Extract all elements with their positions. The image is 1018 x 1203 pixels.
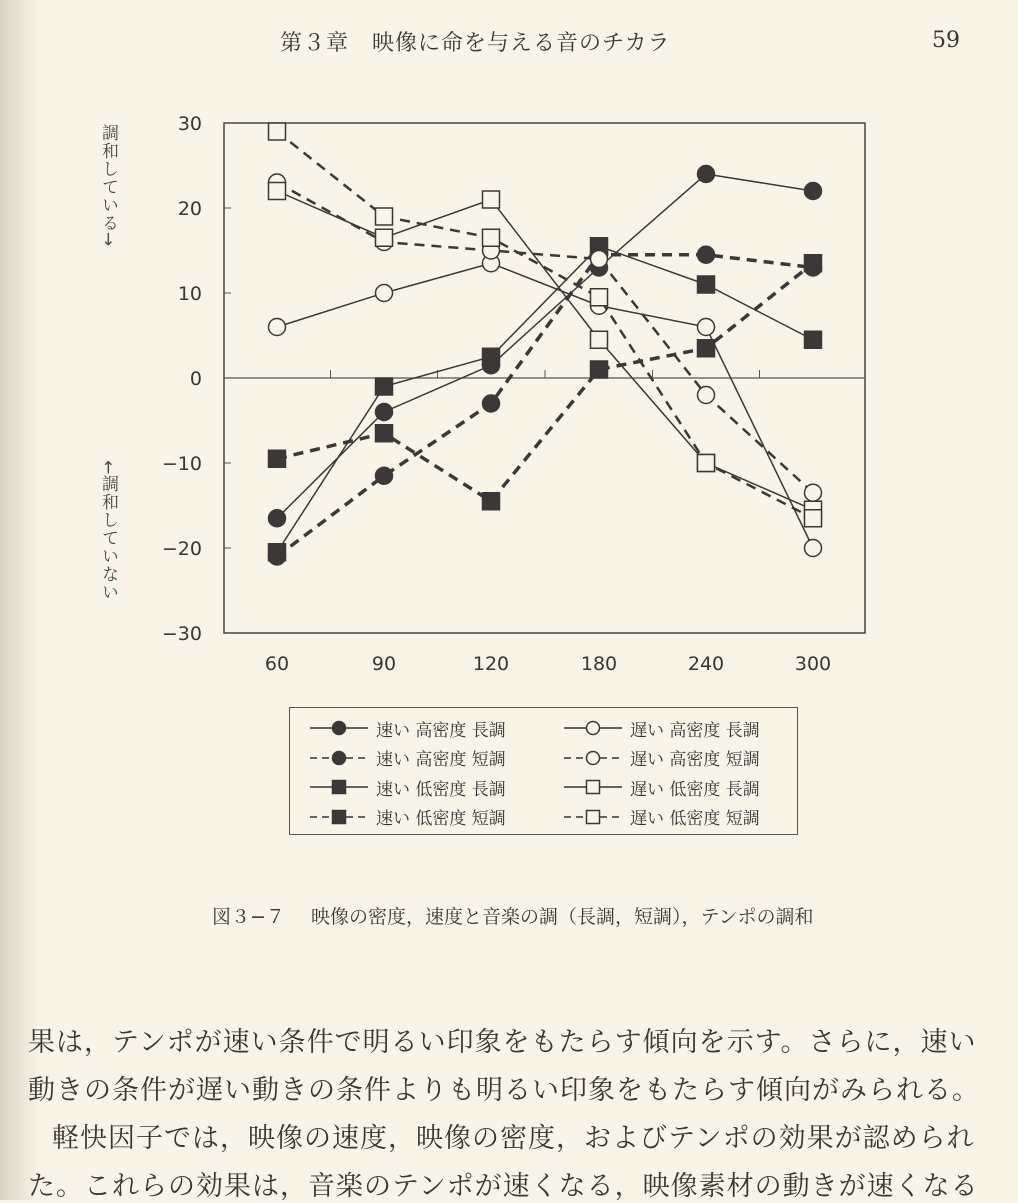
y-tick-label: 10 xyxy=(177,283,202,305)
y-tick-label: −30 xyxy=(161,623,202,645)
x-tick-label: 90 xyxy=(371,653,397,675)
body-text-line: 軽快因子では，映像の速度，映像の密度，およびテンポの効果が認められ xyxy=(52,1123,975,1154)
open-circle-icon xyxy=(562,748,624,768)
legend-item xyxy=(562,714,760,742)
legend-label: 速い 高密度 短調 xyxy=(376,750,506,770)
filled-square-icon xyxy=(308,777,370,797)
series-line xyxy=(269,123,822,527)
series-line xyxy=(269,183,822,519)
legend-item xyxy=(308,773,506,801)
filled-square-icon xyxy=(308,807,370,827)
y-tick-label: 20 xyxy=(177,198,202,220)
y-tick-label: −10 xyxy=(161,453,202,475)
chart-legend xyxy=(289,707,798,835)
legend-label: 速い 低密度 短調 xyxy=(376,809,506,829)
legend-label: 遅い 高密度 短調 xyxy=(630,750,760,770)
legend-label: 遅い 低密度 短調 xyxy=(630,809,760,829)
filled-circle-icon xyxy=(308,718,370,738)
x-axis-ticks xyxy=(265,370,831,675)
open-circle-icon xyxy=(562,718,624,738)
y-tick-label: 0 xyxy=(189,368,202,390)
legend-item xyxy=(308,714,506,742)
legend-item xyxy=(562,744,760,772)
x-tick-label: 240 xyxy=(687,653,725,675)
body-text-line: た。これらの効果は，音楽のテンポが速くなる，映像素材の動きが速くなる xyxy=(28,1171,979,1202)
body-text-line: 動きの条件が遅い動きの条件よりも明るい印象をもたらす傾向がみられる。 xyxy=(28,1075,980,1106)
y-tick-label: −20 xyxy=(161,538,202,560)
body-text-line: 果は，テンポが速い条件で明るい印象をもたらす傾向を示す。さらに，速い xyxy=(28,1027,977,1058)
legend-item xyxy=(308,803,506,831)
series-line xyxy=(269,238,822,561)
open-square-icon xyxy=(562,777,624,797)
figure-caption-text: 映像の密度，速度と音楽の調（長調，短調），テンポの調和 xyxy=(310,906,814,928)
series-line xyxy=(269,255,822,557)
series-line xyxy=(269,255,822,510)
legend-item xyxy=(562,773,760,801)
series-line xyxy=(269,166,822,527)
y-axis-ticks xyxy=(162,113,231,645)
y-axis-label-negative: ←調和していない xyxy=(98,460,118,602)
filled-circle-icon xyxy=(308,748,370,768)
legend-item xyxy=(308,744,506,772)
legend-label: 速い 高密度 長調 xyxy=(376,720,506,741)
running-head: 第３章 映像に命を与える音のチカラ xyxy=(280,31,671,56)
legend-label: 速い 低密度 長調 xyxy=(376,779,506,800)
page-number: 59 xyxy=(932,28,960,53)
x-tick-label: 60 xyxy=(264,653,290,675)
series-line xyxy=(269,246,822,565)
x-tick-label: 300 xyxy=(794,653,832,675)
series-layer xyxy=(269,123,822,565)
figure-label: 図３−７ xyxy=(212,906,285,928)
legend-item xyxy=(562,803,760,831)
y-tick-label: 30 xyxy=(177,113,202,135)
figure-caption xyxy=(212,902,814,929)
legend-label: 遅い 低密度 長調 xyxy=(630,779,760,800)
y-axis-label-positive: 調和している→ xyxy=(98,124,118,248)
x-tick-label: 120 xyxy=(472,653,510,675)
open-square-icon xyxy=(562,807,624,827)
x-tick-label: 180 xyxy=(580,653,618,675)
legend-label: 遅い 高密度 長調 xyxy=(630,720,760,741)
